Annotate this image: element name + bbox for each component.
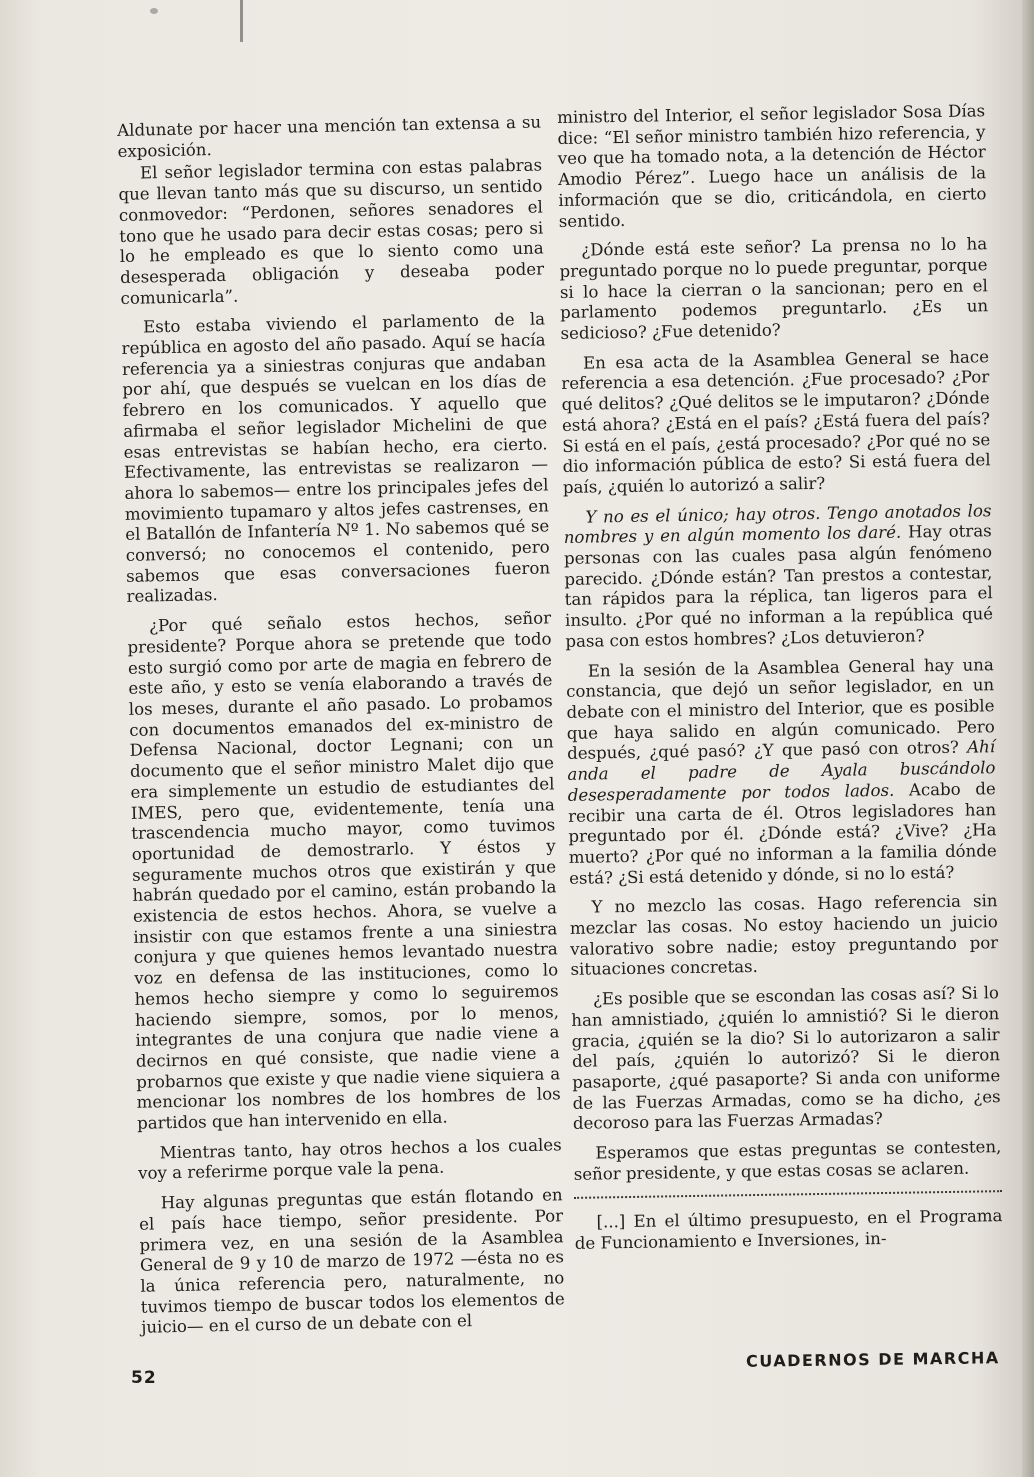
italic-text: Ahí anda el padre de Ayala buscándolo desesperadamente por todos lados. — [567, 737, 996, 805]
paragraph: Hay algunas preguntas que están flotando en el país hace tiempo, señor presidente. Por primera vez, en una sesión de la Asamblea General de 9 y 10 de marzo de 1972 —ésta no es la única referencia pero, naturalmente, no tuvimos tiempo de buscar todos los elementos de juicio— en el curso de un debate con el — [138, 1185, 565, 1338]
paragraph-text: Acabo de recibir una carta de él. Otros legisladores han preguntado por él. ¿Dónde está? ¿Vive? ¿Ha muerto? ¿Por qué no informan a la familia dónde está? ¿Si está detenido y dónde, si no lo está? — [567, 778, 997, 888]
right-text-column — [557, 101, 1003, 1263]
paragraph: Esperamos que estas preguntas se contesten, señor presidente, y que estas cosas se aclaren. — [573, 1137, 1002, 1184]
running-footer: CUADERNOS DE MARCHA — [745, 1348, 1000, 1371]
paragraph: Esto estaba viviendo el parlamento de la república en agosto del año pasado. Aquí se hacía referencia ya a siniestras conjuras que andaban por ahí, que después se vuelcan en los días de febrero en los comunicados. Y aquello que afirmaba el señor legislador Michelini de que esas entrevistas se habían hecho, era cierto. Efectivamente, las entrevistas se realizaron —ahora lo sabemos— entre los principales jefes del movimiento tupamaro y altos jefes castrenses, en el Batallón de Infantería Nº 1. No sabemos qué se conversó; no conocemos el contenido, pero sabemos que esas conversaciones fueron realizadas. — [121, 309, 551, 607]
paragraph: ¿Por qué señalo estos hechos, señor presidente? Porque ahora se pretende que todo esto surgió como por arte de magia en febrero de este año, y esto se venía elaborando a través de los meses, durante el año pasado. Lo probamos con documentos emanados del ex-ministro de Defensa Nacional, doctor Legnani; con un documento que el señor ministro Malet dijo que era simplemente un estudio de estudiantes del IMES, pero que, evidentemente, tenía una trascendencia mucho mayor, como tuvimos oportunidad de demostrarlo. Y éstos y seguramente muchos otros que existirán y que habrán quedado por el camino, están probando la existencia de estos hechos. Ahora, se vuelve a insistir con que estamos frente a una siniestra conjura y que quienes hemos levantado nuestra voz en defensa de las instituciones, como lo hemos hecho siempre y como lo seguiremos haciendo siempre, somos, por lo menos, integrantes de una conjura que nadie viene a decirnos en qué consiste, que nadie viene a probarnos que existe y que nadie viene siquiera a mencionar los nombres de los hombres de los partidos que han intervenido en ella. — [127, 608, 561, 1133]
page-edge — [1022, 0, 1034, 1477]
paragraph: En esa acta de la Asamblea General se hace referencia a esa detención. ¿Fue procesado? ¿Por qué delitos? ¿Qué delitos se le imputaron? ¿Dónde está ahora? ¿Está en el país? ¿Está fuera del país? Si está en el país, ¿está procesado? ¿Por qué no se dio información pública de esto? Si está fuera del país, ¿quién lo autorizó a salir? — [561, 346, 991, 497]
page-number: 52 — [131, 1368, 157, 1388]
paragraph — [566, 655, 998, 889]
left-text-column — [117, 112, 566, 1347]
paragraph: Aldunate por hacer una mención tan extensa a su exposición. — [117, 112, 542, 161]
paragraph-text: En la sesión de la Asamblea General hay una constancia, que dejó un señor legislador, en un debate con el ministro del Interior, que es posible que haya salido en algún comunicado. Pero después, ¿qué pasó? ¿Y que pasó con otros? — [566, 654, 995, 764]
paragraph-text: Hay otras personas con las cuales pasa algún fenómeno parecido. ¿Dónde están? Tan prestos a contestar, tan rápidos para la réplica, tan ligeros para el insulto. ¿Por qué no informan a la república qué pasa con estos hombres? ¿Los detuvieron? — [563, 521, 994, 651]
paragraph: [...] En el último presupuesto, en el Programa de Funcionamiento e Inversiones, in- — [574, 1206, 1003, 1254]
paragraph: Y no mezclo las cosas. Hago referencia sin mezclar las cosas. No estoy haciendo un juicio valorativo sobre nadie; estoy preguntando por situaciones concretas. — [569, 891, 999, 980]
paragraph — [563, 501, 993, 653]
paragraph: ministro del Interior, el señor legislador Sosa Días dice: “El señor ministro también hizo referencia, y veo que ha tomado nota, a la detención de Héctor Amodio Pérez”. Luego hace un análisis de la información que se dio, criticándola, en cierto sentido. — [557, 101, 987, 231]
paragraph: Mientras tanto, hay otros hechos a los cuales voy a referirme porque vale la pena. — [137, 1135, 562, 1184]
paragraph: El señor legislador termina con estas palabras que llevan tanto más que su discurso, un sentido conmovedor: “Perdonen, señores senadores el tono que he usado para decir estas cosas; pero si lo he empleado es que lo siento como una desesperada obligación y deseaba poder comunicarla”. — [118, 155, 545, 308]
italic-text: Y no es el único; hay otros. Tengo anotados los nombres y en algún momento los daré. — [563, 500, 992, 548]
scan-mark — [150, 8, 158, 14]
dotted-divider — [574, 1191, 1002, 1200]
paragraph: ¿Dónde está este señor? La prensa no lo ha preguntado porque no lo puede preguntar, porque si lo hace la cierran o la sancionan; pero en el parlamento podemos preguntarlo. ¿Es un sedicioso? ¿Fue detenido? — [559, 234, 989, 344]
scan-mark — [240, 0, 273, 42]
paragraph: ¿Es posible que se escondan las cosas así? Si lo han amnistiado, ¿quién lo amnistió? Si le dieron gracia, ¿quién se la dio? Si lo autorizaron a salir del país, ¿quién lo autorizó? Si le dieron pasaporte, ¿qué pasaporte? Si anda con uniforme de las Fuerzas Armadas, como se ha dicho, ¿es decoroso para las Fuerzas Armadas? — [571, 983, 1001, 1134]
